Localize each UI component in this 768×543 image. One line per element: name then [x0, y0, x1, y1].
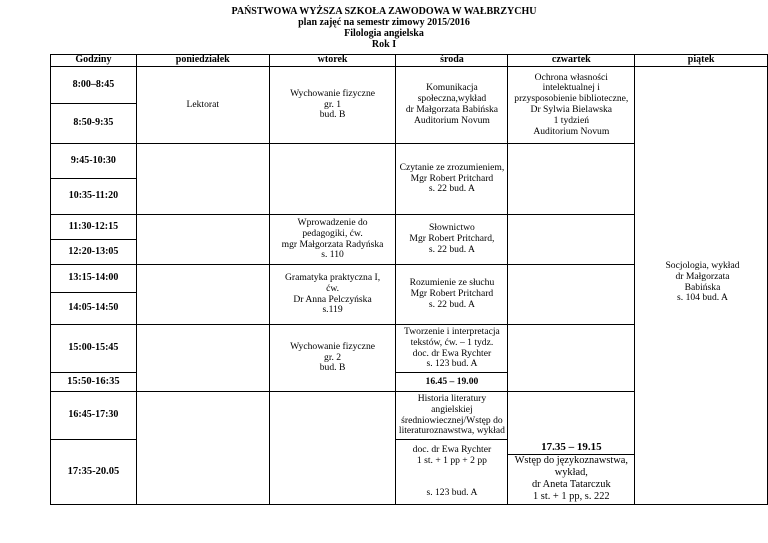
- empty-cell: [508, 265, 635, 325]
- empty-cell: [508, 144, 635, 215]
- empty-cell: [136, 392, 269, 505]
- time-slot: 13:15-14:00: [51, 265, 137, 293]
- class-gramatyka-praktyczna: Gramatyka praktyczna I, ćw. Dr Anna Pelczyńska s.119: [269, 265, 396, 325]
- class-lektorat: Lektorat: [136, 67, 269, 144]
- time-slot: 10:35-11:20: [51, 179, 137, 215]
- document-header: [0, 0, 768, 50]
- class-historia-literatury: Historia literatury angielskiej średniowiecznej/Wstęp do literaturoznawstwa, wykład: [396, 392, 508, 440]
- time-slot: 15:50-16:35: [51, 373, 137, 392]
- class-time-range-thursday: 17.35 – 19.15: [508, 441, 634, 455]
- time-slot: 16:45-17:30: [51, 392, 137, 440]
- class-wprowadzenie-do-pedagogiki: Wprowadzenie do pedagogiki, ćw. mgr Małgorzata Radyńska s. 110: [269, 215, 396, 265]
- class-wychowanie-fizyczne-gr2: Wychowanie fizyczne gr. 2 bud. B: [269, 325, 396, 392]
- field-of-study: Filologia angielska: [344, 28, 424, 39]
- col-header-tuesday: wtorek: [269, 55, 396, 67]
- class-tworzenie-i-interpretacja: Tworzenie i interpretacja tekstów, ćw. – 1 tydz. doc. dr Ewa Rychter s. 123 bud. A: [396, 325, 508, 373]
- class-rozumienie-ze-sluchu: Rozumienie ze słuchu Mgr Robert Pritchard s. 22 bud. A: [396, 265, 508, 325]
- empty-cell: [136, 144, 269, 215]
- time-slot: 8:00–8:45: [51, 67, 137, 104]
- time-slot: 8:50-9:35: [51, 104, 137, 144]
- plan-title: plan zajęć na semestr zimowy 2015/2016: [298, 17, 470, 28]
- time-slot: 17:35-20.05: [51, 440, 137, 505]
- class-rychter-details: doc. dr Ewa Rychter 1 st. + 1 pp + 2 pp s. 123 bud. A: [396, 440, 508, 505]
- class-czytanie-ze-zrozumieniem: Czytanie ze zrozumieniem, Mgr Robert Pritchard s. 22 bud. A: [396, 144, 508, 215]
- empty-cell: [136, 325, 269, 392]
- empty-cell: [136, 215, 269, 265]
- empty-cell: [136, 265, 269, 325]
- year-label: Rok I: [371, 39, 397, 50]
- time-slot: 15:00-15:45: [51, 325, 137, 373]
- class-wstep-do-jezykoznawstwa: Wstęp do językoznawstwa, wykład, dr Aneta Tatarczuk 1 st. + 1 pp, s. 222: [514, 455, 629, 502]
- empty-cell: [508, 215, 635, 265]
- time-slot: 14:05-14:50: [51, 293, 137, 325]
- time-slot: 9:45-10:30: [51, 144, 137, 179]
- class-slownictwo: Słownictwo Mgr Robert Pritchard, s. 22 bud. A: [396, 215, 508, 265]
- col-header-wednesday: środa: [396, 55, 508, 67]
- school-name: PAŃSTWOWA WYŻSZA SZKOŁA ZAWODOWA W WAŁBRZYCHU: [231, 6, 537, 17]
- class-wstep-do-jezykoznawstwa-cell: [508, 392, 635, 505]
- col-header-thursday: czwartek: [508, 55, 635, 67]
- col-header-friday: piątek: [635, 55, 768, 67]
- time-slot: 11:30-12:15: [51, 215, 137, 240]
- empty-cell: [508, 325, 635, 392]
- class-socjologia: Socjologia, wykład dr Małgorzata Babińska s. 104 bud. A: [665, 260, 740, 304]
- time-slot: 12:20-13:05: [51, 240, 137, 265]
- col-header-hours: Godziny: [51, 55, 137, 67]
- empty-cell: [269, 392, 396, 505]
- class-ochrona-wlasnosci: Ochrona własności intelektualnej i przysposobienie biblioteczne, Dr Sylwia Bielawska 1 tydzień Auditorium Novum: [508, 67, 635, 144]
- class-wychowanie-fizyczne-gr1: Wychowanie fizyczne gr. 1 bud. B: [269, 67, 396, 144]
- class-time-range-wednesday: 16.45 – 19.00: [396, 373, 508, 392]
- empty-cell: [269, 144, 396, 215]
- class-komunikacja-spoleczna: Komunikacja społeczna,wykład dr Małgorzata Babińska Auditorium Novum: [396, 67, 508, 144]
- col-header-monday: poniedziałek: [136, 55, 269, 67]
